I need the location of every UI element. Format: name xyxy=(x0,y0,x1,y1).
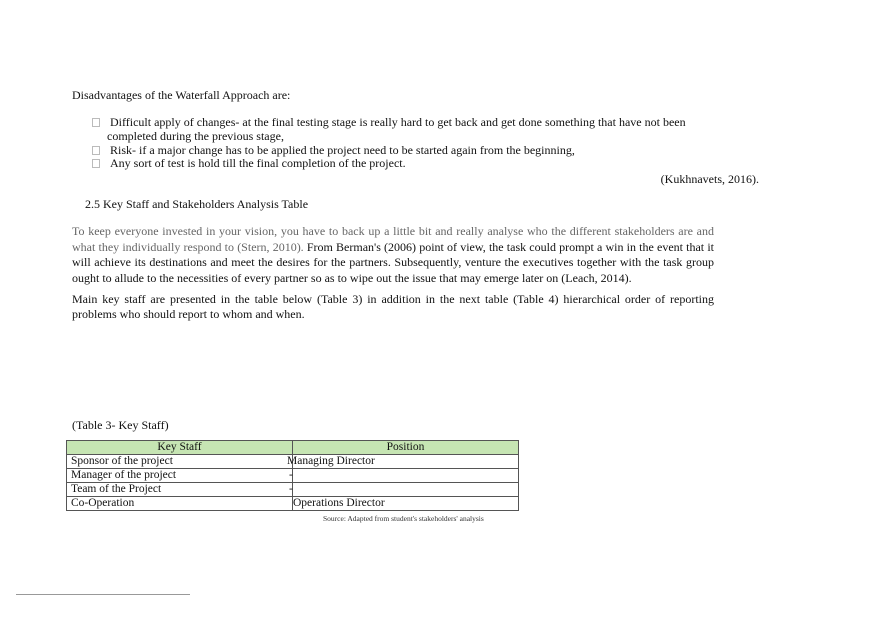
header-position: Position xyxy=(293,441,519,455)
bullet-item xyxy=(92,143,575,157)
cell-position: - xyxy=(293,483,519,497)
table-row xyxy=(67,497,519,511)
footnote-divider xyxy=(16,594,190,595)
cell-position: Operations Director xyxy=(293,497,519,511)
table-header-row xyxy=(67,441,519,455)
header-key-staff: Key Staff xyxy=(67,441,293,455)
bullet-item xyxy=(92,115,686,143)
bullet-text: Any sort of test is hold till the final completion of the project. xyxy=(110,156,406,170)
paragraph-text: From Berman's (2006) point of view, the task could prompt a win in the event that it will achieve its destinations and meet the desires for the partners. Subsequently, venture the executives together with the task group ought to allude to the necessities of every partner so as to wipe out the issue that may emerge later on (Leach, 2014). xyxy=(72,239,714,285)
table-source-note: Source: Adapted from student's stakeholders' analysis xyxy=(323,514,484,523)
key-staff-table xyxy=(66,440,519,511)
waterfall-disadvantages-heading: Disadvantages of the Waterfall Approach are: xyxy=(72,88,291,102)
cell-staff: Sponsor of the project xyxy=(67,455,293,469)
cell-staff: Co-Operation xyxy=(67,497,293,511)
cell-staff: Team of the Project xyxy=(67,483,293,497)
cell-position: Managing Director xyxy=(293,455,519,469)
table-caption: (Table 3- Key Staff) xyxy=(72,418,169,432)
bullet-text: Difficult apply of changes- at the final testing stage is really hard to get back and get done something that have not been xyxy=(110,115,686,129)
table-row xyxy=(67,455,519,469)
citation: (Kukhnavets, 2016). xyxy=(660,172,759,186)
bullet-text: Risk- if a major change has to be applied the project need to be started again from the beginning, xyxy=(110,143,575,157)
key-staff-paragraph: Main key staff are presented in the table below (Table 3) in addition in the next table (Table 4) hierarchical order of reporting problems who should report to whom and when. xyxy=(72,292,714,321)
bullet-item xyxy=(92,156,406,170)
bullet-box-icon xyxy=(92,146,100,155)
bullet-box-icon xyxy=(92,118,100,127)
table-row xyxy=(67,483,519,497)
table-row xyxy=(67,469,519,483)
stakeholder-paragraph xyxy=(72,224,714,286)
bullet-box-icon xyxy=(92,159,100,168)
section-heading: 2.5 Key Staff and Stakeholders Analysis Table xyxy=(85,197,309,211)
cell-position: - xyxy=(293,469,519,483)
cell-staff: Manager of the project xyxy=(67,469,293,483)
paragraph-grey-text: To keep everyone invested in your vision, you have to back up a little bit and really analyse who the different stakeholders are and what they individually respond to (Stern, 2010). xyxy=(72,224,714,254)
bullet-text-continued: completed during the previous stage, xyxy=(107,129,284,143)
